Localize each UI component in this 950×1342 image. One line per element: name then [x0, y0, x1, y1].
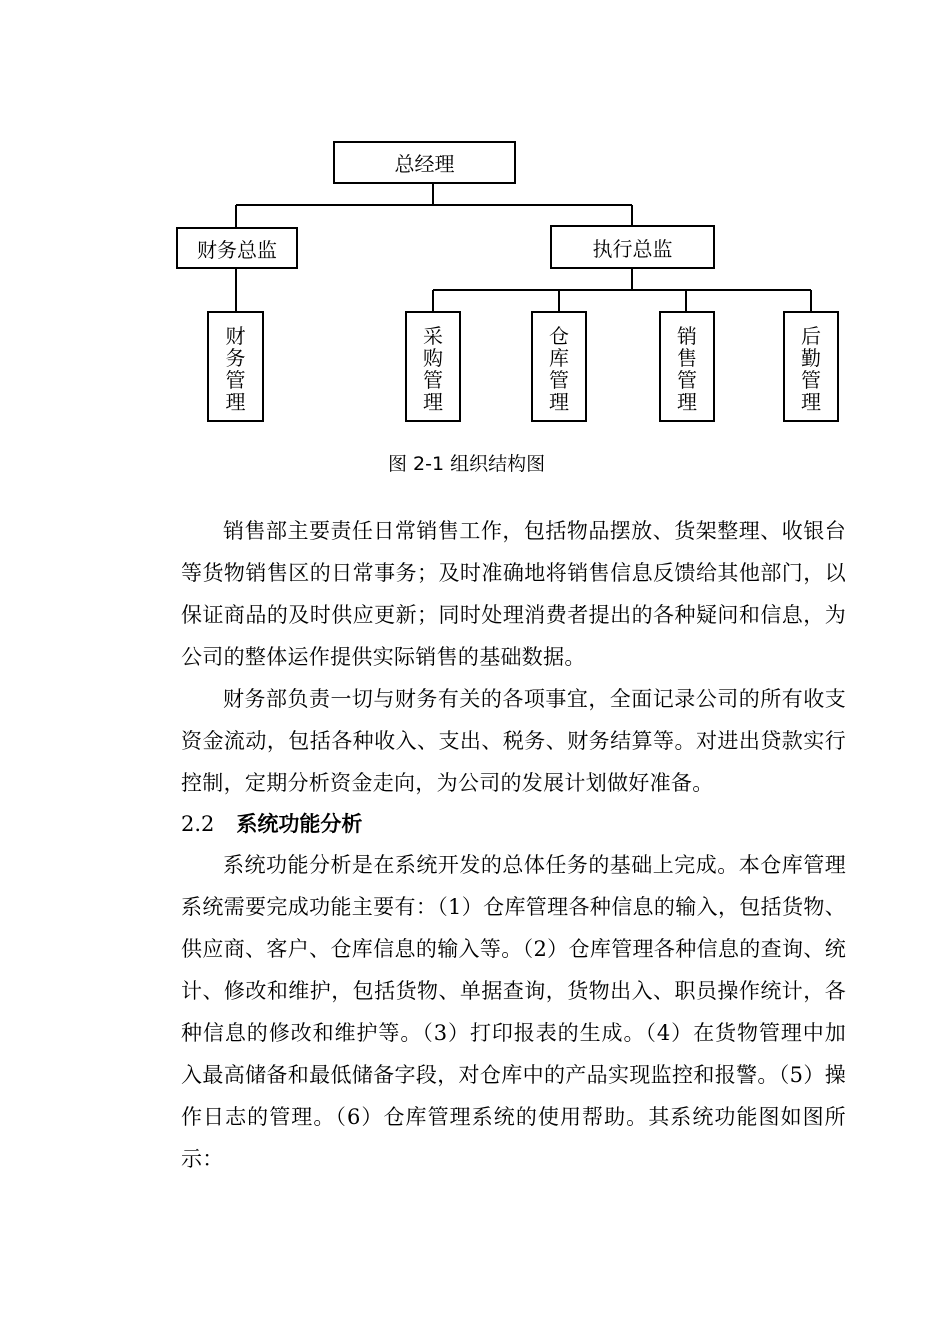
node-finance-management-label: 财务管理: [225, 323, 246, 414]
node-finance-director-label: 财务总监: [197, 237, 277, 262]
document-body: [181, 510, 846, 1180]
node-finance-director: [176, 227, 298, 269]
node-executive-director: [550, 225, 715, 269]
node-general-manager: [333, 141, 516, 184]
node-executive-director-label: 执行总监: [592, 236, 673, 261]
paragraph-finance-dept: 财务部负责一切与财务有关的各项事宜，全面记录公司的所有收支资金流动，包括各种收入、支出、税务、财务结算等。对进出贷款实行控制，定期分析资金走向，为公司的发展计划做好准备。: [181, 687, 846, 795]
node-purchase-management: [405, 311, 461, 422]
section-heading: [181, 804, 846, 844]
node-finance-management: [207, 311, 264, 422]
node-logistics-management: [783, 311, 839, 422]
paragraph-sales-dept: 销售部主要责任日常销售工作，包括物品摆放、货架整理、收银台等货物销售区的日常事务；及时准确地将销售信息反馈给其他部门，以保证商品的及时供应更新；同时处理消费者提出的各种疑问和信息，为公司的整体运作提供实际销售的基础数据。: [181, 519, 846, 669]
paragraph-system-functions: 系统功能分析是在系统开发的总体任务的基础上完成。本仓库管理系统需要完成功能主要有：（1）仓库管理各种信息的输入，包括货物、供应商、客户、仓库信息的输入等。（2）仓库管理各种信息的查询、统计、修改和维护，包括货物、单据查询，货物出入、职员操作统计，各种信息的修改和维护等。（3）打印报表的生成。（4）在货物管理中加入最高储备和最低储备字段，对仓库中的产品实现监控和报警。（5）操作日志的管理。（6）仓库管理系统的使用帮助。其系统功能图如图所示：: [181, 853, 846, 1171]
node-general-manager-label: 总经理: [394, 152, 455, 176]
node-purchase-management-label: 采购管理: [423, 323, 443, 414]
section-title: 系统功能分析: [236, 812, 363, 836]
node-logistics-management-label: 后勤管理: [801, 323, 821, 414]
node-sales-management: [659, 311, 715, 422]
figure-caption: 图 2-1 组织结构图: [388, 453, 546, 475]
node-warehouse-management: [531, 311, 587, 422]
node-warehouse-management-label: 仓库管理: [549, 323, 569, 414]
node-sales-management-label: 销售管理: [677, 323, 697, 414]
org-chart: [0, 0, 950, 480]
section-number: 2.2: [181, 812, 215, 836]
